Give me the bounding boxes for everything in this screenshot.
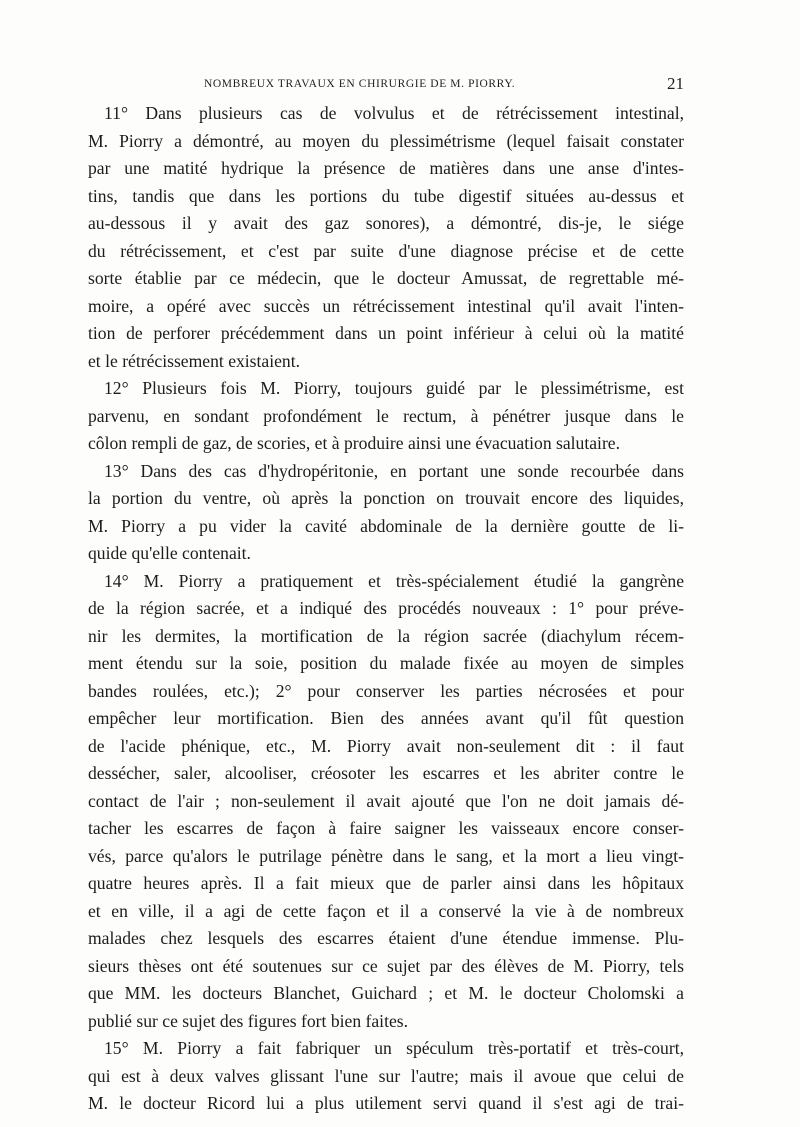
text-line: parvenu, en sondant profondément le rectum, à pénétrer jusque dans le — [88, 405, 684, 426]
text-line: quatre heures après. Il a fait mieux que de parler ainsi dans les hôpitaux — [88, 873, 684, 893]
text-line: M. le docteur Ricord lui a plus utilement servi quand il s'est agi de trai- — [88, 1093, 684, 1113]
text-line: et le rétrécissement existaient. — [88, 350, 301, 371]
text-line: 12° Plusieurs fois M. Piorry, toujours guidé par le plessimétrisme, est — [104, 378, 684, 398]
text-line: côlon rempli de gaz, de scories, et à produire ainsi une évacuation salutaire. — [88, 433, 621, 453]
text-line: du rétrécissement, et c'est par suite d'une diagnose précise et de cette — [88, 240, 684, 261]
text-line: sieurs thèses ont été soutenues sur ce sujet par des élèves de M. Piorry, tels — [88, 955, 684, 976]
text-line: tion de perforer précédemment dans un point inférieur à celui où la matité — [88, 323, 684, 343]
text-line: tacher les escarres de façon à faire saigner les vaisseaux encore conser- — [88, 818, 684, 838]
page-header — [88, 76, 684, 98]
paragraph-14 — [88, 568, 684, 1036]
text-line: malades chez lesquels des escarres étaient d'une étendue immense. Plu- — [88, 928, 684, 948]
paragraph-13 — [88, 458, 684, 568]
text-line: de l'acide phénique, etc., M. Piorry avait non-seulement dit : il faut — [88, 735, 684, 756]
text-line: 15° M. Piorry a fait fabriquer un spéculum très-portatif et très-court, — [104, 1038, 684, 1058]
text-line: dessécher, saler, alcooliser, créosoter les escarres et les abriter contre le — [88, 763, 684, 783]
text-line: 14° M. Piorry a pratiquement et très-spécialement étudié la gangrène — [104, 570, 684, 591]
text-line: 13° Dans des cas d'hydropéritonie, en portant une sonde recourbée dans — [104, 460, 684, 481]
body-text — [88, 100, 684, 1118]
text-line: ment étendu sur la soie, position du malade fixée au moyen de simples — [88, 653, 684, 673]
text-line: moire, a opéré avec succès un rétrécissement intestinal qu'il avait l'inten- — [88, 295, 684, 316]
text-line: que MM. les docteurs Blanchet, Guichard ; et M. le docteur Cholomski a — [88, 983, 684, 1003]
page-number: 21 — [667, 74, 684, 93]
paragraph-11 — [88, 100, 684, 375]
text-line: M. Piorry a pu vider la cavité abdominale de la dernière goutte de li- — [88, 515, 684, 536]
text-line: empêcher leur mortification. Bien des années avant qu'il fût question — [88, 708, 684, 728]
text-line: la portion du ventre, où après la ponction on trouvait encore des liquides, — [88, 488, 684, 508]
paragraph-12 — [88, 375, 684, 458]
running-title: NOMBREUX TRAVAUX EN CHIRURGIE DE M. PIORRY. — [204, 78, 516, 90]
text-line: tins, tandis que dans les portions du tube digestif situées au-dessus et — [88, 185, 684, 206]
text-line: nir les dermites, la mortification de la région sacrée (diachylum récem- — [88, 625, 684, 646]
text-line: par une matité hydrique la présence de matières dans une anse d'intes- — [88, 158, 684, 178]
text-line: M. Piorry a démontré, au moyen du plessimétrisme (lequel faisait constater — [88, 130, 684, 151]
text-line: publié sur ce sujet des figures fort bien faites. — [88, 1010, 409, 1031]
text-line: qui est à deux valves glissant l'une sur l'autre; mais il avoue que celui de — [88, 1065, 684, 1086]
text-line: et en ville, il a agi de cette façon et il a conservé la vie à de nombreux — [88, 900, 684, 921]
text-line: de la région sacrée, et a indiqué des procédés nouveaux : 1° pour préve- — [88, 598, 684, 618]
text-line: quide qu'elle contenait. — [88, 543, 251, 563]
text-line: au-dessous il y avait des gaz sonores), a démontré, dis-je, le siége — [88, 213, 684, 233]
text-line: contact de l'air ; non-seulement il avait ajouté que l'on ne doit jamais dé- — [88, 790, 684, 811]
text-line: sorte établie par ce médecin, que le docteur Amussat, de regrettable mé- — [88, 268, 684, 288]
text-line: bandes roulées, etc.); 2° pour conserver les parties nécrosées et pour — [88, 680, 684, 701]
text-line: 11° Dans plusieurs cas de volvulus et de rétrécissement intestinal, — [104, 103, 684, 123]
text-line: vés, parce qu'alors le putrilage pénètre dans le sang, et la mort a lieu vingt- — [88, 845, 684, 866]
paragraph-15 — [88, 1035, 684, 1118]
